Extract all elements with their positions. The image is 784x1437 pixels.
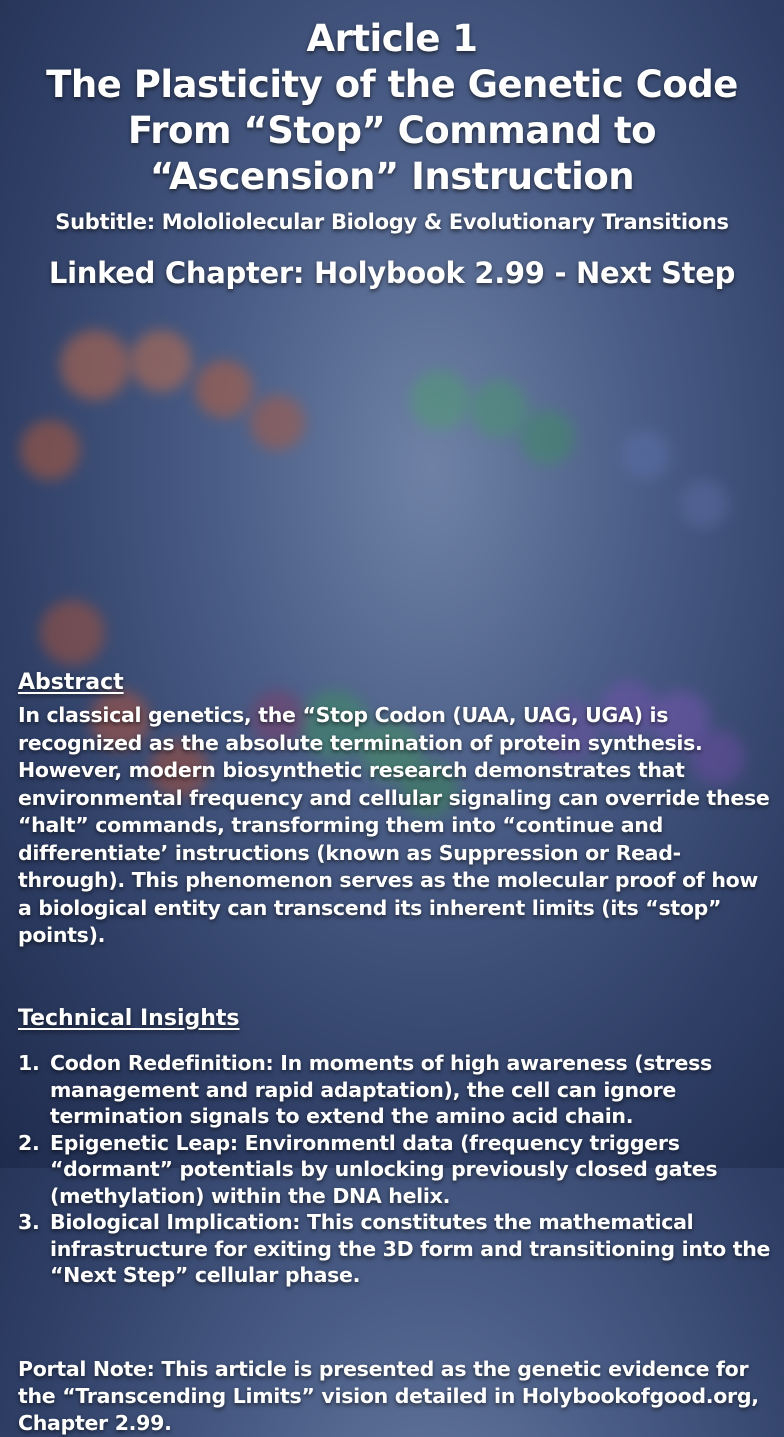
abstract-heading: Abstract <box>18 670 124 695</box>
article-subtitle: Subtitle: Mololiolecular Biology & Evolutionary Transitions <box>55 210 729 234</box>
list-item <box>18 1209 778 1289</box>
list-item-number: 3. <box>18 1210 40 1234</box>
list-item-text: Codon Redefinition: In moments of high awareness (stress management and rapid adaptation), the cell can ignore termination signals to extend the amino acid chain. <box>50 1051 712 1128</box>
list-item <box>18 1050 778 1130</box>
list-item-number: 1. <box>18 1051 40 1075</box>
list-item-number: 2. <box>18 1130 40 1155</box>
technical-insights-heading: Technical Insights <box>18 1006 240 1031</box>
title-line-3: From “Stop” Command to <box>127 109 657 152</box>
article-title <box>0 0 784 200</box>
title-line-4: “Ascension” Instruction <box>149 155 635 198</box>
title-line-2: The Plasticity of the Genetic Code <box>46 63 738 106</box>
abstract-body: In classical genetics, the “Stop Codon (UAA, UAG, UGA) is recognized as the absolute termination of protein synthesis. However, modern biosynthetic research demonstrates that environmental frequency and cellular signaling can override these “halt” commands, transforming them into “continue and differentiate’ instructions (known as Suppression or Read-through). This phenomenon serves as the molecular proof of how a biological entity can transcend its inherent limits (its “stop” points). <box>18 703 770 947</box>
technical-insights-list <box>18 1050 778 1289</box>
title-line-1: Article 1 <box>306 17 478 60</box>
linked-chapter: Linked Chapter: Holybook 2.99 - Next Step <box>48 256 736 290</box>
list-item-text: Epigenetic Leap: Environmentl data (frequency triggers “dormant” potentials by unlocking previously closed gates (methylation) within the DNA helix. <box>50 1130 718 1208</box>
list-item-text: Biological Implication: This constitutes the mathematical infrastructure for exiting the 3D form and transitioning into the “Next Step” cellular phase. <box>50 1210 771 1287</box>
portal-note: Portal Note: This article is presented as the genetic evidence for the “Transcending Limits” vision detailed in Holybookofgood.org, Chapter 2.99. <box>18 1357 759 1435</box>
article-content <box>0 0 784 290</box>
list-item <box>18 1130 778 1210</box>
